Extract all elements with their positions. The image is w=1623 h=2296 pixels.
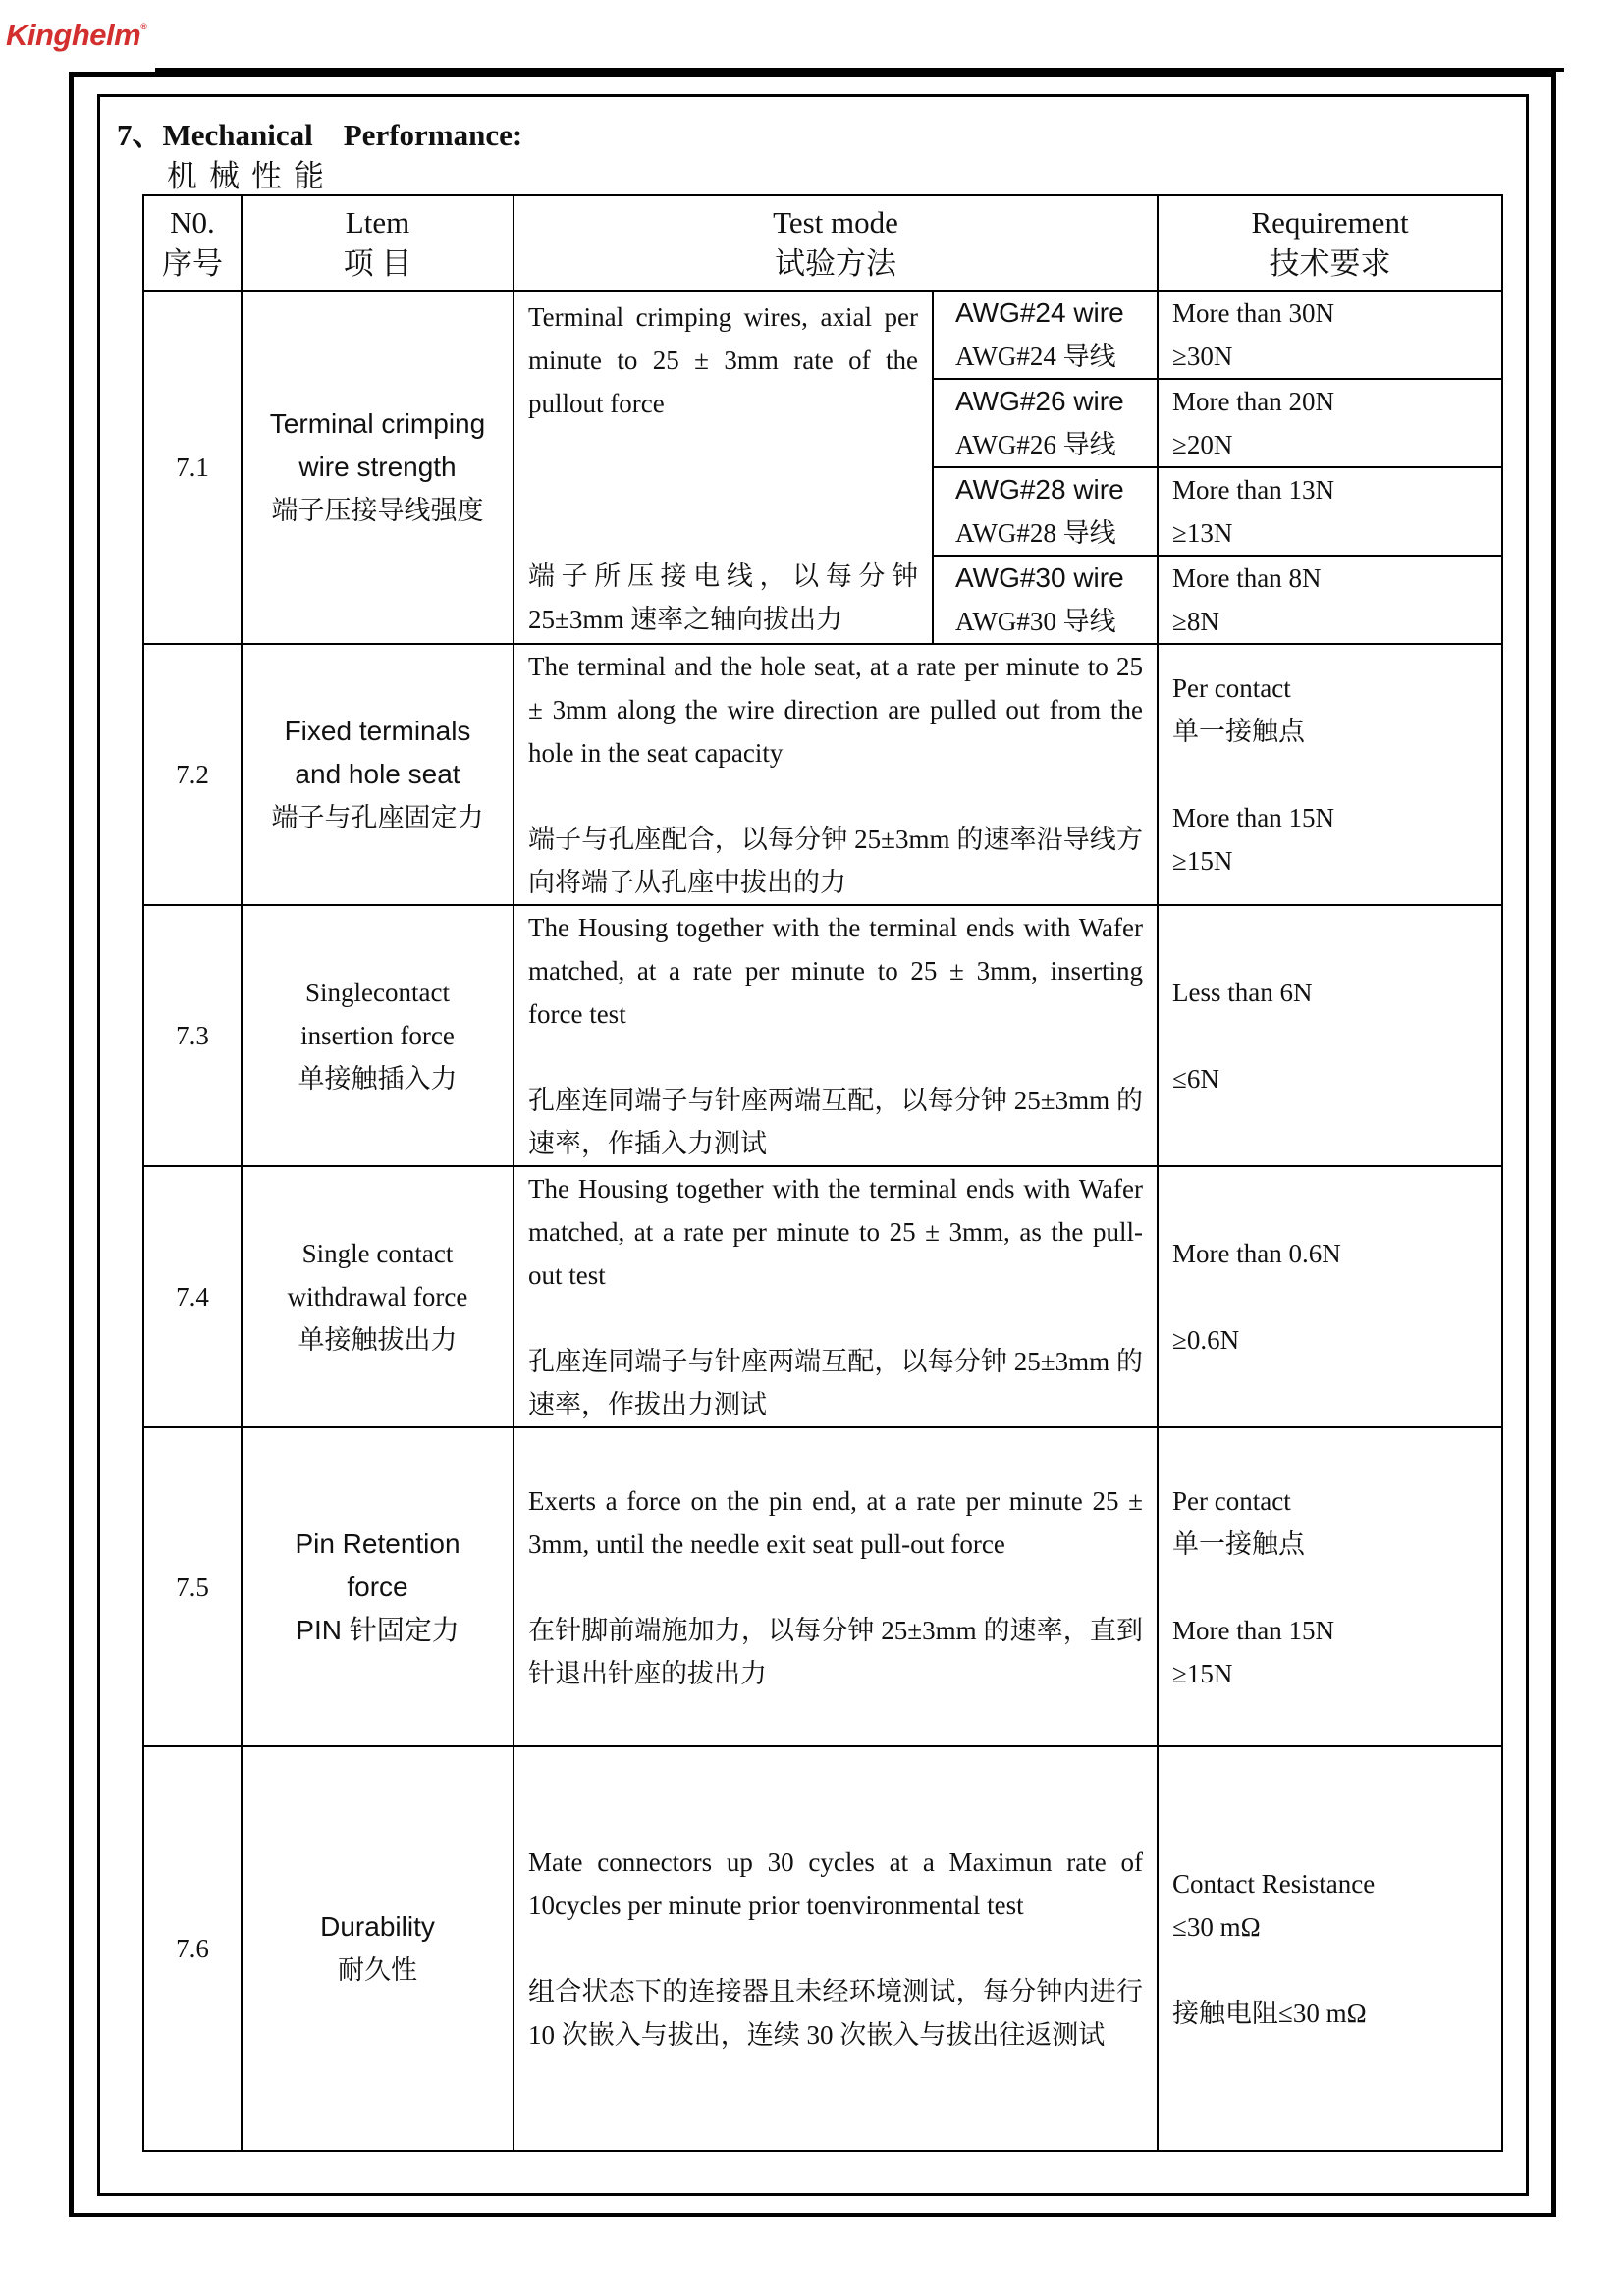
mechanical-performance-table <box>142 194 1503 2152</box>
row-number: 7.3 <box>143 905 242 1166</box>
awg26-cell: AWG#26 wire AWG#26 导线 <box>933 379 1158 467</box>
section-subtitle: 机械性能 <box>167 159 336 193</box>
section-title: 7、Mechanical Performance: <box>117 118 523 152</box>
row-number: 7.1 <box>143 291 242 644</box>
row-item: Fixed terminals and hole seat 端子与孔座固定力 <box>242 644 514 905</box>
row-number: 7.4 <box>143 1166 242 1427</box>
row-number: 7.5 <box>143 1427 242 1746</box>
row-item: Single contact withdrawal force 单接触拔出力 <box>242 1166 514 1427</box>
awg26-requirement: More than 20N ≥20N <box>1158 379 1502 467</box>
awg24-requirement: More than 30N ≥30N <box>1158 291 1502 379</box>
awg30-requirement: More than 8N ≥8N <box>1158 556 1502 644</box>
row-number: 7.2 <box>143 644 242 905</box>
row-test-mode: Mate connectors up 30 cycles at a Maximun rate of 10cycles per minute prior toenvironmental test 组合状态下的连接器且未经环境测试，每分钟内进行 10 次嵌入与拔出，连续 30 次嵌入与拔出往返测试 <box>514 1746 1158 2151</box>
table-row <box>143 644 1502 905</box>
row-requirement: More than 0.6N ≥0.6N <box>1158 1166 1502 1427</box>
table-row <box>143 291 1502 379</box>
row-test-mode: The Housing together with the terminal ends with Wafer matched, at a rate per minute to 25 ± 3mm, as the pull-out test 孔座连同端子与针座两端互配，以每分钟 25±3mm 的速率，作拔出力测试 <box>514 1166 1158 1427</box>
table-row <box>143 1746 1502 2151</box>
row-item: Singlecontact insertion force 单接触插入力 <box>242 905 514 1166</box>
kinghelm-logo: Kinghelm® <box>6 18 147 52</box>
awg28-cell: AWG#28 wire AWG#28 导线 <box>933 467 1158 556</box>
table-row <box>143 905 1502 1166</box>
row-test-mode: Terminal crimping wires, axial per minute to 25 ± 3mm rate of the pullout force 端子所压接电线，以每分钟 25±3mm 速率之轴向拔出力 <box>514 291 933 644</box>
header-no: N0. 序号 <box>143 195 242 291</box>
row-test-mode: The Housing together with the terminal ends with Wafer matched, at a rate per minute to 25 ± 3mm, inserting force test 孔座连同端子与针座两端互配，以每分钟 25±3mm 的速率，作插入力测试 <box>514 905 1158 1166</box>
awg24-cell: AWG#24 wire AWG#24 导线 <box>933 291 1158 379</box>
header-test-mode: Test mode 试验方法 <box>514 195 1158 291</box>
row-requirement: Per contact 单一接触点 More than 15N ≥15N <box>1158 1427 1502 1746</box>
row-item: Terminal crimping wire strength 端子压接导线强度 <box>242 291 514 644</box>
header-item: Ltem 项 目 <box>242 195 514 291</box>
row-requirement: Less than 6N ≤6N <box>1158 905 1502 1166</box>
row-requirement: Per contact 单一接触点 More than 15N ≥15N <box>1158 644 1502 905</box>
awg28-requirement: More than 13N ≥13N <box>1158 467 1502 556</box>
awg30-cell: AWG#30 wire AWG#30 导线 <box>933 556 1158 644</box>
header-requirement: Requirement 技术要求 <box>1158 195 1502 291</box>
row-item: Durability 耐久性 <box>242 1746 514 2151</box>
row-number: 7.6 <box>143 1746 242 2151</box>
table-row <box>143 1427 1502 1746</box>
row-item: Pin Retention force PIN 针固定力 <box>242 1427 514 1746</box>
table-header-row <box>143 195 1502 291</box>
row-test-mode: Exerts a force on the pin end, at a rate per minute 25 ± 3mm, until the needle exit seat pull-out force 在针脚前端施加力，以每分钟 25±3mm 的速率，直到针退出针座的拔出力 <box>514 1427 1158 1746</box>
row-test-mode: The terminal and the hole seat, at a rate per minute to 25 ± 3mm along the wire direction are pulled out from the hole in the seat capacity 端子与孔座配合，以每分钟 25±3mm 的速率沿导线方向将端子从孔座中拔出的力 <box>514 644 1158 905</box>
row-requirement: Contact Resistance ≤30 mΩ 接触电阻≤30 mΩ <box>1158 1746 1502 2151</box>
table-row <box>143 1166 1502 1427</box>
